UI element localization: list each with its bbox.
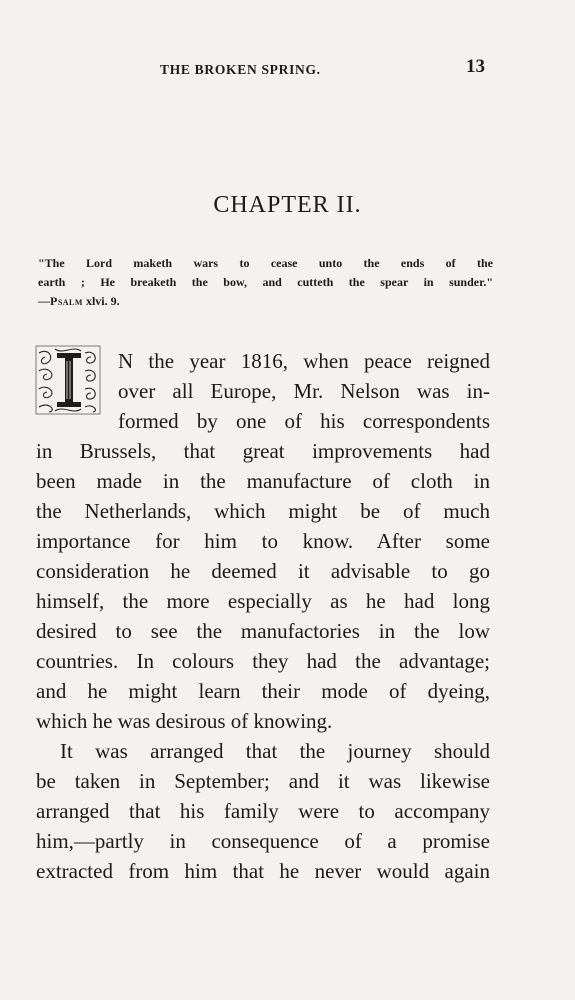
body-line: been made in the manufacture of cloth in	[36, 469, 490, 493]
body-line: and he might learn their mode of dyeing,	[36, 679, 490, 703]
body-line: formed by one of his correspondents	[118, 409, 490, 433]
body-text	[36, 346, 490, 886]
body-line: extracted from him that he never would again	[36, 859, 490, 883]
epigraph-citation	[38, 292, 493, 311]
epigraph	[38, 254, 493, 311]
body-line: arranged that his family were to accompany	[36, 799, 490, 823]
body-line: desired to see the manufactories in the low	[36, 619, 490, 643]
page-number: 13	[466, 56, 485, 77]
body-line: himself, the more especially as he had long	[36, 589, 490, 613]
body-line: over all Europe, Mr. Nelson was in-	[118, 379, 490, 403]
body-line: in Brussels, that great improvements had	[36, 439, 490, 463]
body-line: be taken in September; and it was likewise	[36, 769, 490, 793]
citation-reference: xlvi. 9.	[82, 294, 120, 308]
running-head: THE BROKEN SPRING.	[160, 62, 321, 77]
body-line: him,—partly in consequence of a promise	[36, 829, 490, 853]
chapter-title: CHAPTER II.	[213, 192, 362, 218]
body-line: countries. In colours they had the advantage;	[36, 649, 490, 673]
body-line: importance for him to know. After some	[36, 529, 490, 553]
epigraph-line: earth ; He breaketh the bow, and cutteth the spear in sunder."	[38, 275, 493, 289]
body-line: N the year 1816, when peace reigned	[118, 349, 490, 373]
body-line: which he was desirous of knowing.	[36, 709, 333, 733]
body-line: consideration he deemed it advisable to go	[36, 559, 490, 583]
citation-source: Psalm	[50, 294, 83, 308]
body-line: It was arranged that the journey should	[60, 739, 490, 763]
epigraph-line: "The Lord maketh wars to cease unto the ends of the	[38, 256, 493, 270]
body-line: the Netherlands, which might be of much	[36, 499, 490, 523]
citation-dash: —	[38, 294, 50, 308]
